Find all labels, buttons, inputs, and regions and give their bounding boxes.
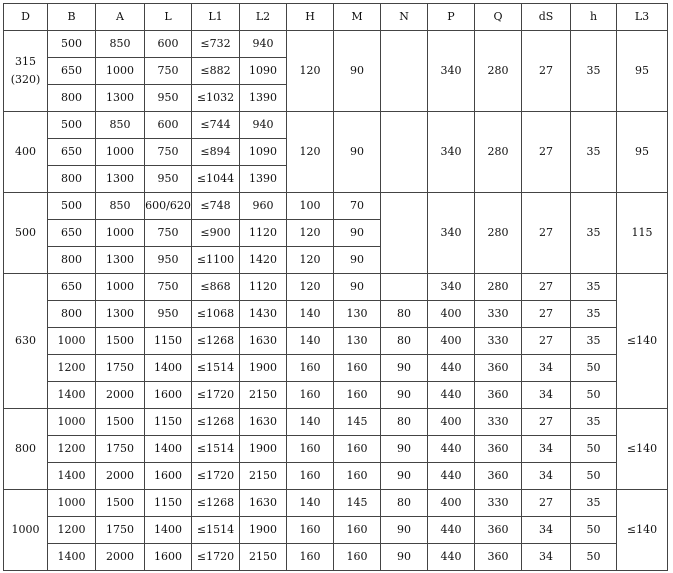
column-header-n: N	[381, 4, 428, 31]
cell-b: 1000	[48, 489, 96, 516]
header-row	[4, 4, 668, 31]
cell-a: 1000	[96, 274, 145, 301]
cell-b: 1000	[48, 409, 96, 436]
cell-ds: 27	[522, 489, 571, 516]
table-row	[4, 489, 668, 516]
cell-m: 90	[334, 247, 381, 274]
cell-b: 650	[48, 220, 96, 247]
cell-q: 330	[475, 409, 522, 436]
cell-h: 35	[571, 112, 617, 193]
table-row	[4, 436, 668, 463]
cell-q: 360	[475, 462, 522, 489]
cell-l2: 1420	[240, 247, 287, 274]
cell-l2: 1390	[240, 166, 287, 193]
cell-p: 340	[428, 193, 475, 274]
cell-a: 1500	[96, 328, 145, 355]
cell-l1: ≤1720	[192, 382, 240, 409]
cell-n: 80	[381, 328, 428, 355]
table-row	[4, 112, 668, 139]
cell-l2: 1090	[240, 58, 287, 85]
cell-l2: 940	[240, 31, 287, 58]
cell-l: 1600	[145, 543, 192, 570]
column-header-q: Q	[475, 4, 522, 31]
cell-p: 400	[428, 301, 475, 328]
cell-q: 330	[475, 489, 522, 516]
cell-h: 35	[571, 301, 617, 328]
column-header-l2: L2	[240, 4, 287, 31]
cell-l1: ≤732	[192, 31, 240, 58]
cell-b: 1400	[48, 543, 96, 570]
cell-a: 2000	[96, 543, 145, 570]
cell-l1: ≤1068	[192, 301, 240, 328]
cell-h: 50	[571, 355, 617, 382]
cell-a: 1500	[96, 489, 145, 516]
cell-ds: 34	[522, 355, 571, 382]
cell-b: 500	[48, 112, 96, 139]
cell-l: 750	[145, 220, 192, 247]
cell-b: 800	[48, 247, 96, 274]
cell-l2: 1630	[240, 409, 287, 436]
cell-b: 650	[48, 139, 96, 166]
cell-l: 950	[145, 166, 192, 193]
cell-q: 280	[475, 112, 522, 193]
diameter-value: 630	[15, 334, 36, 348]
cell-m: 145	[334, 409, 381, 436]
cell-l3: 95	[617, 112, 668, 193]
diameter-value: 800	[15, 442, 36, 455]
cell-ds: 34	[522, 543, 571, 570]
cell-l: 950	[145, 85, 192, 112]
cell-ds: 27	[522, 193, 571, 274]
cell-h: 160	[287, 462, 334, 489]
cell-h: 160	[287, 516, 334, 543]
cell-h: 140	[287, 489, 334, 516]
cell-m: 90	[334, 31, 381, 112]
cell-q: 360	[475, 543, 522, 570]
cell-q: 360	[475, 516, 522, 543]
cell-l2: 1900	[240, 516, 287, 543]
cell-h: 50	[571, 516, 617, 543]
diameter-value: 500	[15, 226, 36, 240]
cell-h: 35	[571, 193, 617, 274]
cell-m: 90	[334, 274, 381, 301]
cell-p: 340	[428, 31, 475, 112]
table-row	[4, 274, 668, 301]
cell-n	[381, 193, 428, 274]
cell-n: 90	[381, 382, 428, 409]
cell-b: 500	[48, 31, 96, 58]
table-body	[4, 4, 668, 571]
diameter-cell	[4, 112, 48, 193]
cell-b: 650	[48, 58, 96, 85]
cell-l1: ≤1268	[192, 409, 240, 436]
cell-p: 440	[428, 543, 475, 570]
dimensions-table	[3, 3, 668, 571]
cell-l2: 2150	[240, 382, 287, 409]
cell-q: 280	[475, 31, 522, 112]
cell-m: 160	[334, 436, 381, 463]
cell-p: 440	[428, 462, 475, 489]
cell-l2: 1900	[240, 355, 287, 382]
diameter-cell	[4, 489, 48, 570]
cell-p: 400	[428, 328, 475, 355]
cell-l2: 1630	[240, 489, 287, 516]
cell-l3: ≤140	[617, 409, 668, 490]
column-header-a: A	[96, 4, 145, 31]
cell-a: 1300	[96, 301, 145, 328]
cell-b: 500	[48, 193, 96, 220]
cell-l3: ≤140	[617, 489, 668, 570]
cell-l1: ≤1720	[192, 543, 240, 570]
cell-l: 1400	[145, 436, 192, 463]
diameter-value: 315	[15, 55, 36, 69]
cell-l1: ≤1268	[192, 489, 240, 516]
cell-n	[381, 274, 428, 301]
cell-l: 750	[145, 139, 192, 166]
column-header-l: L	[145, 4, 192, 31]
cell-l2: 1390	[240, 85, 287, 112]
table-row	[4, 301, 668, 328]
cell-n: 90	[381, 543, 428, 570]
cell-l1: ≤1032	[192, 85, 240, 112]
cell-l1: ≤1514	[192, 436, 240, 463]
cell-m: 90	[334, 112, 381, 193]
cell-m: 160	[334, 355, 381, 382]
cell-ds: 34	[522, 516, 571, 543]
cell-l1: ≤1514	[192, 355, 240, 382]
cell-ds: 27	[522, 328, 571, 355]
cell-q: 330	[475, 301, 522, 328]
cell-h: 120	[287, 274, 334, 301]
column-header-b: B	[48, 4, 96, 31]
cell-m: 90	[334, 220, 381, 247]
cell-l1: ≤1100	[192, 247, 240, 274]
diameter-cell	[4, 31, 48, 112]
cell-p: 400	[428, 409, 475, 436]
cell-l2: 1120	[240, 220, 287, 247]
cell-b: 1200	[48, 436, 96, 463]
cell-l1: ≤894	[192, 139, 240, 166]
cell-l2: 1090	[240, 139, 287, 166]
diameter-cell	[4, 409, 48, 490]
cell-l: 950	[145, 301, 192, 328]
cell-ds: 34	[522, 436, 571, 463]
table-row	[4, 193, 668, 220]
table-row	[4, 516, 668, 543]
cell-l1: ≤744	[192, 112, 240, 139]
cell-h: 50	[571, 382, 617, 409]
cell-a: 1500	[96, 409, 145, 436]
cell-ds: 27	[522, 31, 571, 112]
cell-m: 160	[334, 516, 381, 543]
cell-a: 850	[96, 112, 145, 139]
cell-q: 360	[475, 436, 522, 463]
column-header-l3: L3	[617, 4, 668, 31]
diameter-value: 1000	[11, 522, 40, 536]
cell-n: 90	[381, 355, 428, 382]
cell-m: 160	[334, 543, 381, 570]
cell-l2: 2150	[240, 543, 287, 570]
cell-n	[381, 112, 428, 193]
cell-l: 1400	[145, 516, 192, 543]
cell-a: 1300	[96, 247, 145, 274]
cell-l2: 940	[240, 112, 287, 139]
cell-l1: ≤900	[192, 220, 240, 247]
cell-h: 160	[287, 436, 334, 463]
cell-l3: 95	[617, 31, 668, 112]
cell-h: 140	[287, 328, 334, 355]
table-row	[4, 543, 668, 570]
cell-m: 70	[334, 193, 381, 220]
cell-a: 2000	[96, 462, 145, 489]
cell-h: 50	[571, 436, 617, 463]
cell-b: 650	[48, 274, 96, 301]
cell-l2: 1430	[240, 301, 287, 328]
cell-h: 50	[571, 543, 617, 570]
cell-q: 280	[475, 193, 522, 274]
column-header-d: D	[4, 4, 48, 31]
cell-a: 850	[96, 31, 145, 58]
cell-b: 1200	[48, 516, 96, 543]
cell-l: 1600	[145, 462, 192, 489]
cell-l: 1400	[145, 355, 192, 382]
cell-l: 750	[145, 274, 192, 301]
cell-n	[381, 31, 428, 112]
cell-l2: 960	[240, 193, 287, 220]
cell-l1: ≤1268	[192, 328, 240, 355]
cell-l: 950	[145, 247, 192, 274]
cell-a: 2000	[96, 382, 145, 409]
cell-h: 120	[287, 31, 334, 112]
cell-b: 1400	[48, 462, 96, 489]
cell-ds: 34	[522, 462, 571, 489]
cell-h: 35	[571, 274, 617, 301]
column-header-ds: dS	[522, 4, 571, 31]
cell-m: 145	[334, 489, 381, 516]
cell-l3: 115	[617, 193, 668, 274]
cell-a: 850	[96, 193, 145, 220]
cell-h: 120	[287, 220, 334, 247]
diameter-value: (320)	[10, 73, 41, 87]
cell-a: 1300	[96, 166, 145, 193]
cell-ds: 27	[522, 301, 571, 328]
cell-n: 80	[381, 489, 428, 516]
column-header-m: M	[334, 4, 381, 31]
cell-l: 1150	[145, 328, 192, 355]
table-row	[4, 328, 668, 355]
cell-h: 35	[571, 409, 617, 436]
cell-h: 120	[287, 112, 334, 193]
cell-l1: ≤1044	[192, 166, 240, 193]
cell-l: 600	[145, 31, 192, 58]
cell-p: 400	[428, 489, 475, 516]
cell-q: 330	[475, 328, 522, 355]
cell-a: 1000	[96, 58, 145, 85]
cell-h: 160	[287, 382, 334, 409]
cell-l: 750	[145, 58, 192, 85]
column-header-l1: L1	[192, 4, 240, 31]
table-row	[4, 382, 668, 409]
cell-h: 50	[571, 462, 617, 489]
cell-m: 130	[334, 328, 381, 355]
cell-n: 90	[381, 516, 428, 543]
diameter-value: 400	[15, 145, 36, 159]
cell-b: 800	[48, 85, 96, 112]
cell-p: 440	[428, 382, 475, 409]
cell-n: 80	[381, 409, 428, 436]
cell-p: 440	[428, 355, 475, 382]
cell-l1: ≤882	[192, 58, 240, 85]
cell-b: 1200	[48, 355, 96, 382]
cell-h: 160	[287, 355, 334, 382]
cell-l1: ≤748	[192, 193, 240, 220]
cell-p: 440	[428, 516, 475, 543]
cell-a: 1000	[96, 220, 145, 247]
cell-h: 100	[287, 193, 334, 220]
cell-q: 360	[475, 382, 522, 409]
cell-m: 160	[334, 382, 381, 409]
cell-n: 80	[381, 301, 428, 328]
table-row	[4, 355, 668, 382]
cell-ds: 27	[522, 112, 571, 193]
cell-l: 1600	[145, 382, 192, 409]
cell-m: 130	[334, 301, 381, 328]
cell-p: 440	[428, 436, 475, 463]
cell-a: 1750	[96, 355, 145, 382]
table-row	[4, 31, 668, 58]
column-header-h: H	[287, 4, 334, 31]
cell-l1: ≤868	[192, 274, 240, 301]
cell-b: 1400	[48, 382, 96, 409]
cell-ds: 27	[522, 274, 571, 301]
cell-b: 1000	[48, 328, 96, 355]
cell-l: 1150	[145, 409, 192, 436]
cell-l: 1150	[145, 489, 192, 516]
cell-h: 140	[287, 409, 334, 436]
cell-q: 360	[475, 355, 522, 382]
cell-b: 800	[48, 301, 96, 328]
cell-l: 600	[145, 112, 192, 139]
cell-l1: ≤1720	[192, 462, 240, 489]
cell-a: 1300	[96, 85, 145, 112]
cell-n: 90	[381, 462, 428, 489]
cell-l2: 1120	[240, 274, 287, 301]
cell-l2: 1900	[240, 436, 287, 463]
cell-q: 280	[475, 274, 522, 301]
diameter-cell	[4, 274, 48, 409]
cell-ds: 34	[522, 382, 571, 409]
cell-m: 160	[334, 462, 381, 489]
column-header-h: h	[571, 4, 617, 31]
cell-ds: 27	[522, 409, 571, 436]
cell-h: 35	[571, 31, 617, 112]
cell-h: 35	[571, 328, 617, 355]
table-row	[4, 462, 668, 489]
cell-p: 340	[428, 274, 475, 301]
column-header-p: P	[428, 4, 475, 31]
cell-p: 340	[428, 112, 475, 193]
cell-l: 600/620	[145, 193, 192, 220]
cell-a: 1000	[96, 139, 145, 166]
table-row	[4, 409, 668, 436]
cell-h: 120	[287, 247, 334, 274]
diameter-cell	[4, 193, 48, 274]
cell-h: 35	[571, 489, 617, 516]
cell-a: 1750	[96, 516, 145, 543]
cell-h: 140	[287, 301, 334, 328]
cell-l2: 1630	[240, 328, 287, 355]
cell-a: 1750	[96, 436, 145, 463]
cell-l2: 2150	[240, 462, 287, 489]
cell-n: 90	[381, 436, 428, 463]
cell-l1: ≤1514	[192, 516, 240, 543]
cell-b: 800	[48, 166, 96, 193]
cell-l3: ≤140	[617, 274, 668, 409]
cell-h: 160	[287, 543, 334, 570]
